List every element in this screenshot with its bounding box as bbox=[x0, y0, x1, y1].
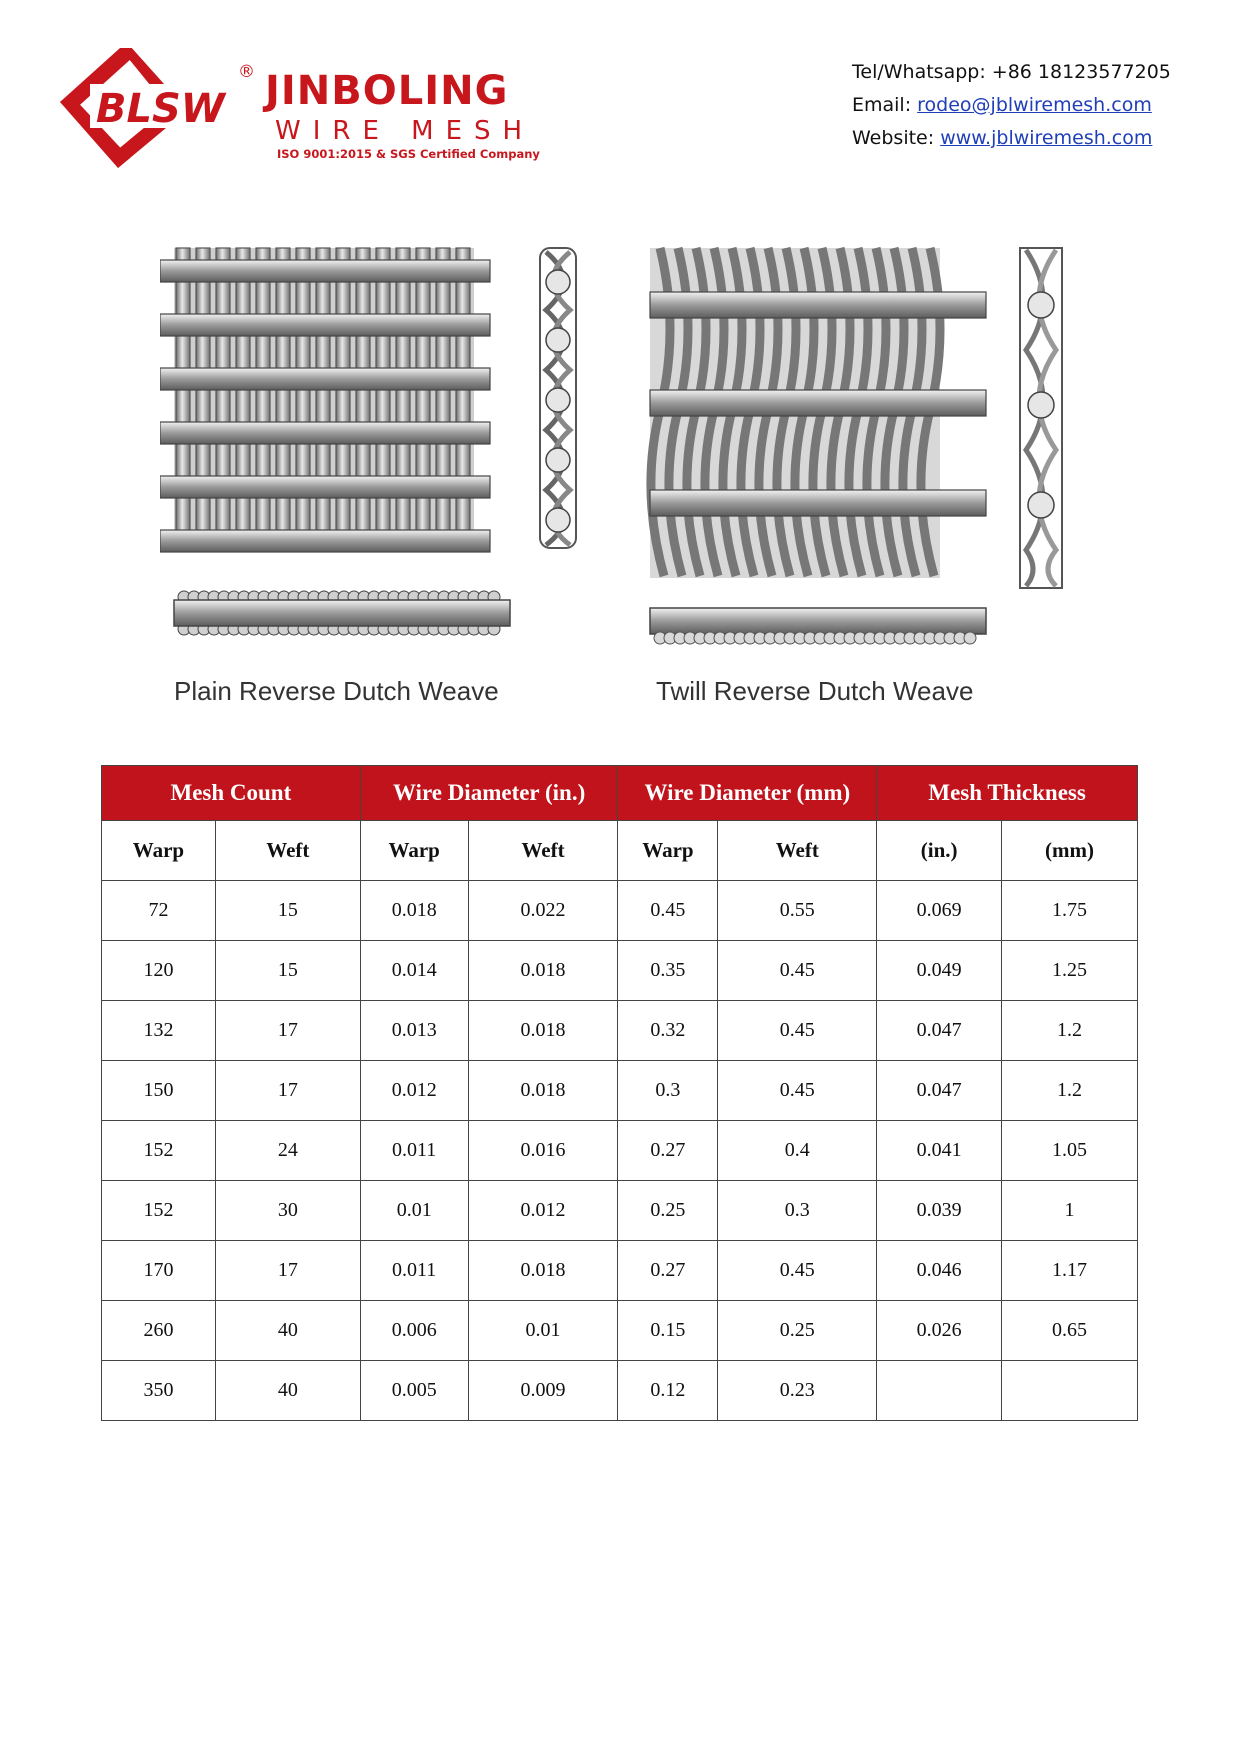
table-cell: 0.018 bbox=[468, 941, 618, 1001]
table-cell: 1 bbox=[1002, 1181, 1138, 1241]
tel-label: Tel/Whatsapp: bbox=[852, 61, 992, 83]
table-cell: 30 bbox=[215, 1181, 360, 1241]
table-cell: 0.27 bbox=[618, 1121, 718, 1181]
table-cell: 0.011 bbox=[360, 1121, 468, 1181]
tel-value: +86 18123577205 bbox=[991, 61, 1171, 83]
table-cell: 0.069 bbox=[877, 881, 1002, 941]
table-cell: 0.27 bbox=[618, 1241, 718, 1301]
table-cell: 0.018 bbox=[468, 1241, 618, 1301]
table-cell: 0.23 bbox=[718, 1361, 877, 1421]
table-cell: 0.006 bbox=[360, 1301, 468, 1361]
website-link[interactable]: www.jblwiremesh.com bbox=[940, 127, 1153, 149]
table-cell: 0.047 bbox=[877, 1061, 1002, 1121]
table-cell: 0.3 bbox=[618, 1061, 718, 1121]
table-cell: 40 bbox=[215, 1301, 360, 1361]
table-row bbox=[102, 1181, 1138, 1241]
twill-weave-side-profile-icon bbox=[1020, 248, 1062, 588]
subheader-weft: Weft bbox=[215, 821, 360, 881]
header-wire-diameter-in: Wire Diameter (in.) bbox=[360, 766, 618, 821]
table-row bbox=[102, 881, 1138, 941]
logo-diamond-icon bbox=[60, 48, 240, 168]
subheader-warp: Warp bbox=[102, 821, 216, 881]
header-wire-diameter-mm: Wire Diameter (mm) bbox=[618, 766, 877, 821]
table-cell: 0.4 bbox=[718, 1121, 877, 1181]
table-cell: 0.65 bbox=[1002, 1301, 1138, 1361]
table-cell: 1.25 bbox=[1002, 941, 1138, 1001]
table-cell: 0.45 bbox=[618, 881, 718, 941]
table-cell: 0.022 bbox=[468, 881, 618, 941]
table-cell: 0.01 bbox=[468, 1301, 618, 1361]
table-cell: 350 bbox=[102, 1361, 216, 1421]
table-cell: 0.25 bbox=[618, 1181, 718, 1241]
twill-weave-caption: Twill Reverse Dutch Weave bbox=[656, 676, 974, 706]
table-cell: 0.005 bbox=[360, 1361, 468, 1421]
table-cell: 0.25 bbox=[718, 1301, 877, 1361]
subheader-warp: Warp bbox=[618, 821, 718, 881]
table-cell: 0.32 bbox=[618, 1001, 718, 1061]
table-cell: 17 bbox=[215, 1061, 360, 1121]
table-row bbox=[102, 1361, 1138, 1421]
company-logo bbox=[60, 48, 580, 168]
table-cell: 1.17 bbox=[1002, 1241, 1138, 1301]
table-cell: 0.049 bbox=[877, 941, 1002, 1001]
table-cell: 0.041 bbox=[877, 1121, 1002, 1181]
plain-weave-caption: Plain Reverse Dutch Weave bbox=[174, 676, 499, 706]
website-label: Website: bbox=[852, 127, 941, 149]
table-cell: 150 bbox=[102, 1061, 216, 1121]
twill-weave-square-icon bbox=[650, 248, 986, 578]
table-cell: 15 bbox=[215, 941, 360, 1001]
table-cell: 1.75 bbox=[1002, 881, 1138, 941]
table-cell: 0.012 bbox=[468, 1181, 618, 1241]
table-cell: 1.2 bbox=[1002, 1061, 1138, 1121]
table-cell: 1.2 bbox=[1002, 1001, 1138, 1061]
subheader-thickness-mm: (mm) bbox=[1002, 821, 1138, 881]
plain-weave-side-profile-icon bbox=[540, 248, 576, 548]
contact-tel bbox=[852, 56, 1171, 89]
table-cell bbox=[877, 1361, 1002, 1421]
table-cell: 17 bbox=[215, 1241, 360, 1301]
header-mesh-thickness: Mesh Thickness bbox=[877, 766, 1138, 821]
table-cell: 0.013 bbox=[360, 1001, 468, 1061]
table-cell: 0.011 bbox=[360, 1241, 468, 1301]
twill-weave-bottom-profile-icon bbox=[650, 608, 986, 644]
contact-website bbox=[852, 122, 1171, 155]
mesh-spec-table bbox=[101, 765, 1138, 1421]
email-label: Email: bbox=[852, 94, 918, 116]
table-cell: 0.039 bbox=[877, 1181, 1002, 1241]
table-cell: 0.45 bbox=[718, 1241, 877, 1301]
table-cell: 24 bbox=[215, 1121, 360, 1181]
table-cell: 15 bbox=[215, 881, 360, 941]
table-cell: 0.55 bbox=[718, 881, 877, 941]
table-cell: 0.046 bbox=[877, 1241, 1002, 1301]
table-cell: 0.012 bbox=[360, 1061, 468, 1121]
table-cell: 0.3 bbox=[718, 1181, 877, 1241]
table-cell: 132 bbox=[102, 1001, 216, 1061]
table-cell: 72 bbox=[102, 881, 216, 941]
contact-email bbox=[852, 89, 1171, 122]
contact-block bbox=[852, 56, 1171, 155]
email-link[interactable]: rodeo@jblwiremesh.com bbox=[917, 94, 1152, 116]
table-cell: 0.15 bbox=[618, 1301, 718, 1361]
table-row bbox=[102, 1001, 1138, 1061]
table-cell: 260 bbox=[102, 1301, 216, 1361]
table-cell: 120 bbox=[102, 941, 216, 1001]
weave-illustrations bbox=[160, 240, 1120, 660]
table-cell: 1.05 bbox=[1002, 1121, 1138, 1181]
brand-name: JINBOLING bbox=[265, 68, 509, 114]
table-cell: 0.009 bbox=[468, 1361, 618, 1421]
registered-mark: ® bbox=[238, 62, 255, 82]
table-row bbox=[102, 1241, 1138, 1301]
table-cell: 0.047 bbox=[877, 1001, 1002, 1061]
table-cell: 0.45 bbox=[718, 1001, 877, 1061]
table-row bbox=[102, 1061, 1138, 1121]
subheader-thickness-in: (in.) bbox=[877, 821, 1002, 881]
table-cell: 0.026 bbox=[877, 1301, 1002, 1361]
table-row bbox=[102, 1121, 1138, 1181]
table-row bbox=[102, 941, 1138, 1001]
table-cell: 0.01 bbox=[360, 1181, 468, 1241]
header-mesh-count: Mesh Count bbox=[102, 766, 361, 821]
subheader-weft: Weft bbox=[718, 821, 877, 881]
table-cell: 0.35 bbox=[618, 941, 718, 1001]
table-cell: 152 bbox=[102, 1121, 216, 1181]
table-cell: 0.45 bbox=[718, 1061, 877, 1121]
table-cell: 0.018 bbox=[468, 1061, 618, 1121]
table-cell: 152 bbox=[102, 1181, 216, 1241]
table-cell: 0.014 bbox=[360, 941, 468, 1001]
subheader-weft: Weft bbox=[468, 821, 618, 881]
brand-certification: ISO 9001:2015 & SGS Certified Company bbox=[277, 147, 540, 161]
plain-weave-square-icon bbox=[160, 248, 490, 552]
table-cell: 0.016 bbox=[468, 1121, 618, 1181]
table-cell: 40 bbox=[215, 1361, 360, 1421]
table-cell: 17 bbox=[215, 1001, 360, 1061]
table-cell: 0.45 bbox=[718, 941, 877, 1001]
subheader-warp: Warp bbox=[360, 821, 468, 881]
table-cell: 170 bbox=[102, 1241, 216, 1301]
table-row bbox=[102, 1301, 1138, 1361]
table-cell: 0.12 bbox=[618, 1361, 718, 1421]
table-cell: 0.018 bbox=[360, 881, 468, 941]
table-cell: 0.018 bbox=[468, 1001, 618, 1061]
logo-text: BLSW bbox=[96, 86, 225, 132]
plain-weave-bottom-profile-icon bbox=[174, 591, 510, 635]
table-cell bbox=[1002, 1361, 1138, 1421]
brand-subtitle: WIRE MESH bbox=[275, 116, 535, 146]
